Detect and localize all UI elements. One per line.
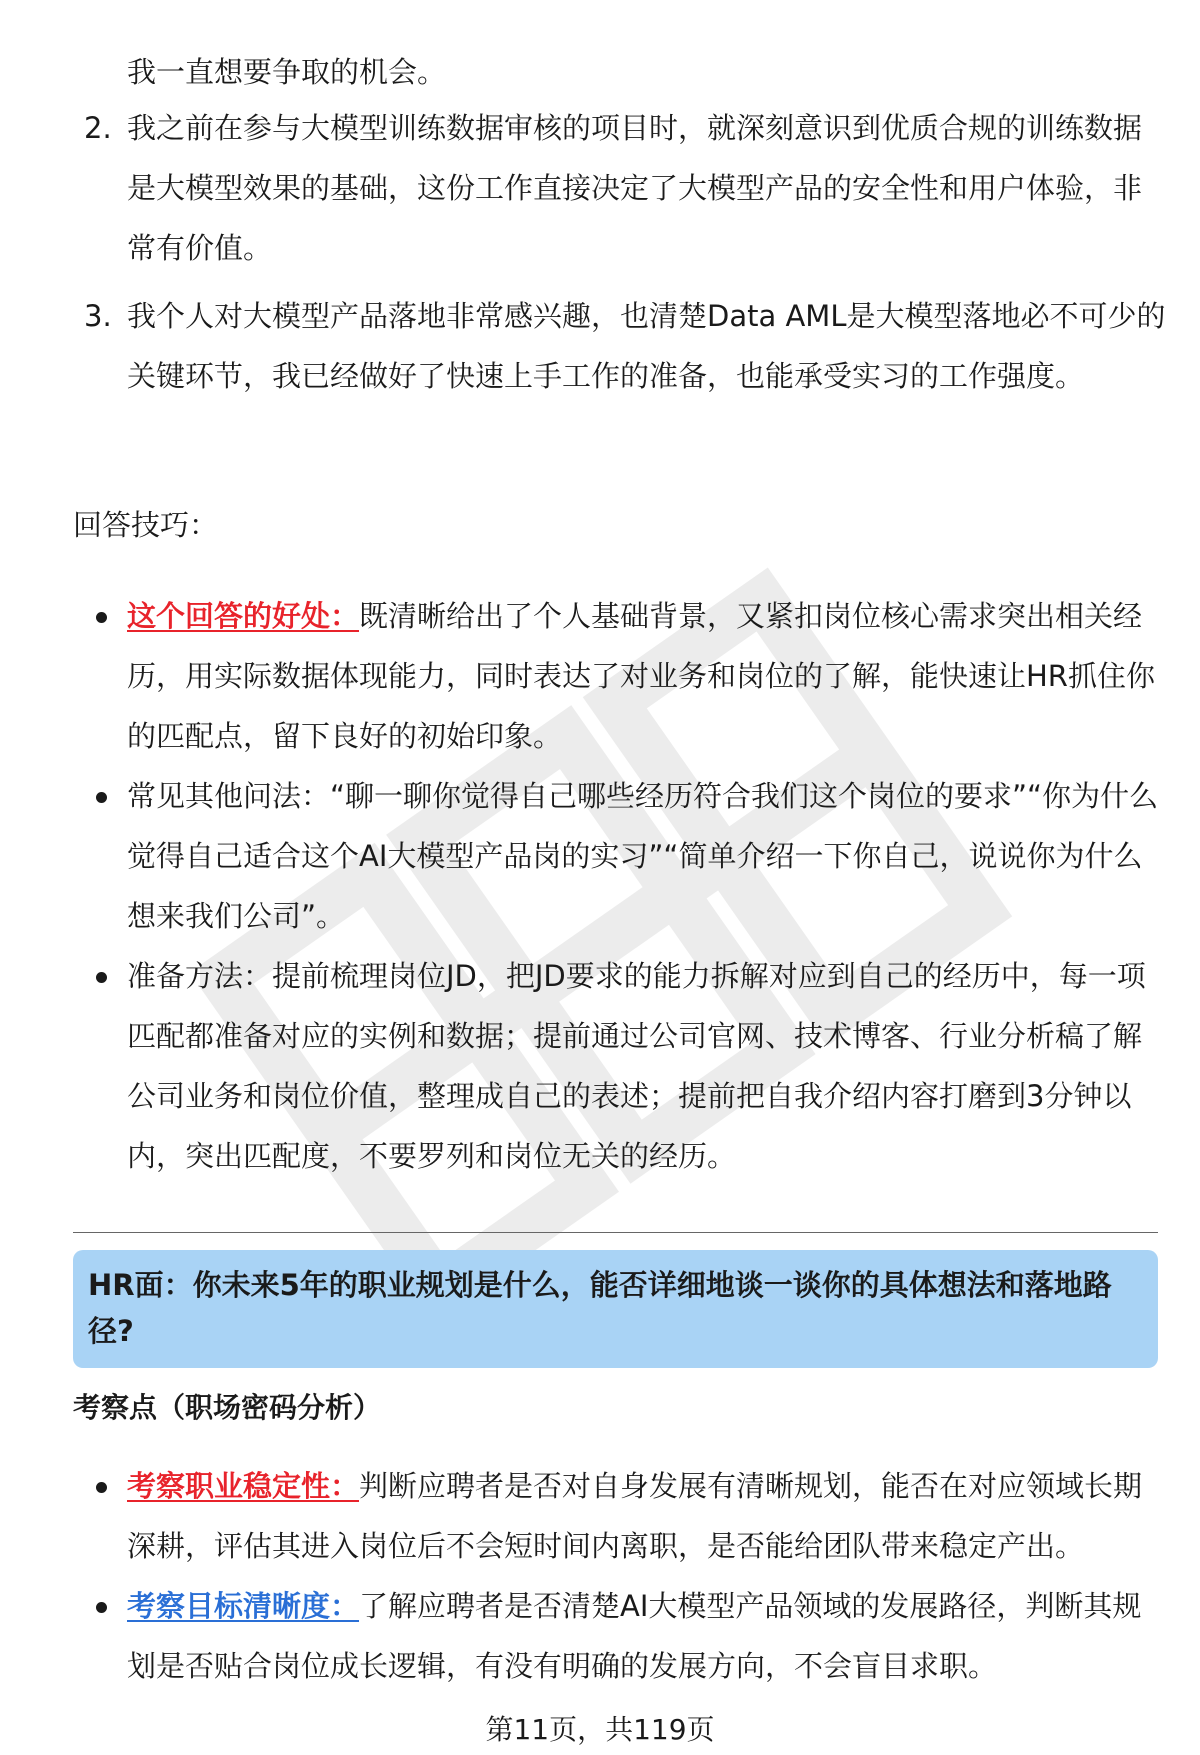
bullet-icon	[96, 792, 107, 803]
list-item-1-continuation: 我一直想要争取的机会。	[127, 55, 447, 89]
question-box	[73, 1250, 1158, 1368]
bullet-icon	[96, 1602, 107, 1613]
list-item-text: 我个人对大模型产品落地非常感兴趣，也清楚Data AML是大模型落地必不可少的关键环节，我已经做好了快速上手工作的准备，也能承受实习的工作强度。	[127, 299, 1166, 393]
list-number: 3.	[84, 299, 112, 333]
tip-text: 准备方法：提前梳理岗位JD，把JD要求的能力拆解对应到自己的经历中，每一项匹配都准备对应的实例和数据；提前通过公司官网、技术博客、行业分析稿了解公司业务和岗位价值，整理成自己的表述；提前把自我介绍内容打磨到3分钟以内，突出匹配度，不要罗列和岗位无关的经历。	[127, 959, 1146, 1173]
analysis-highlight: 考察目标清晰度：	[127, 1589, 360, 1623]
analysis-highlight: 考察职业稳定性：	[127, 1469, 360, 1503]
analysis-heading: 考察点（职场密码分析）	[73, 1391, 382, 1424]
tips-label: 回答技巧：	[73, 508, 219, 542]
tip-text: 既清晰给出了个人基础背景，又紧扣岗位核心需求突出相关经历，用实际数据体现能力，同时表达了对业务和岗位的了解，能快速让HR抓住你的匹配点，留下良好的初始印象。	[127, 599, 1155, 753]
bullet-icon	[96, 612, 107, 623]
bullet-icon	[96, 1482, 107, 1493]
analysis-text: 判断应聘者是否对自身发展有清晰规划，能否在对应领域长期深耕，评估其进入岗位后不会短时间内离职，是否能给团队带来稳定产出。	[127, 1469, 1143, 1563]
tip-highlight: 这个回答的好处：	[127, 599, 360, 633]
list-number: 2.	[84, 111, 112, 145]
tip-text: 常见其他问法：“聊一聊你觉得自己哪些经历符合我们这个岗位的要求”“你为什么觉得自己适合这个AI大模型产品岗的实习”“简单介绍一下你自己，说说你为什么想来我们公司”。	[127, 779, 1159, 933]
question-text: HR面：你未来5年的职业规划是什么，能否详细地谈一谈你的具体想法和落地路径?	[88, 1268, 1112, 1348]
bullet-icon	[96, 972, 107, 983]
page-footer: 第11页，共119页	[485, 1713, 715, 1746]
section-divider	[73, 1232, 1158, 1233]
list-item-text: 我之前在参与大模型训练数据审核的项目时，就深刻意识到优质合规的训练数据是大模型效果的基础，这份工作直接决定了大模型产品的安全性和用户体验，非常有价值。	[127, 111, 1143, 265]
analysis-text: 了解应聘者是否清楚AI大模型产品领域的发展路径，判断其规划是否贴合岗位成长逻辑，有没有明确的发展方向，不会盲目求职。	[127, 1589, 1142, 1683]
